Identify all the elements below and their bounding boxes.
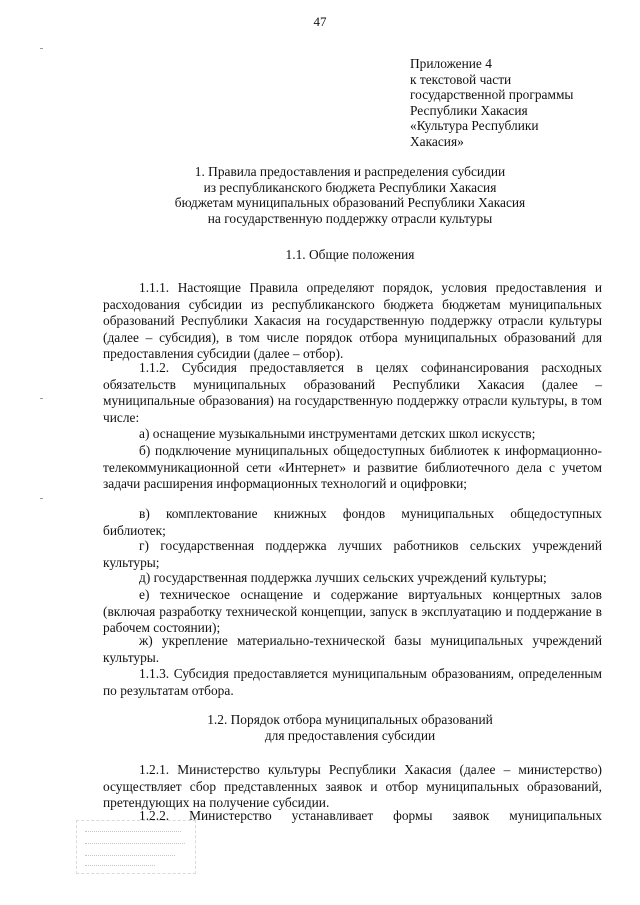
- list-item-v: [103, 506, 602, 539]
- section-heading-1-1: 1.1. Общие положения: [285, 247, 415, 262]
- list-item-text: б) подключение муниципальных общедоступных библиотек к информационно-телекоммуникационной сети «Интернет» и развитие библиотечного дела с учетом задачи расширения информационных технологий и оцифровки;: [103, 443, 602, 492]
- faded-stamp: [76, 820, 196, 874]
- list-item-e: [103, 587, 602, 637]
- list-item-g: [103, 538, 602, 571]
- appendix-line: Хакасия»: [410, 133, 464, 149]
- margin-mark: [40, 48, 43, 49]
- paragraph-1-1-2: [103, 360, 602, 426]
- page-number: 47: [313, 14, 327, 29]
- paragraph-text: 1.1.3. Субсидия предоставляется муниципальным образованиям, определенным по результатам отбора.: [103, 666, 602, 698]
- paragraph-1-1-3: [103, 666, 602, 699]
- title-line: для предоставления субсидии: [264, 727, 436, 743]
- appendix-line: к текстовой части: [410, 71, 512, 87]
- appendix-line: Приложение 4: [410, 56, 492, 71]
- list-item-text: а) оснащение музыкальными инструментами детских школ искусств;: [139, 426, 536, 441]
- paragraph-1-1-1: [103, 280, 602, 363]
- list-item-text: г) государственная поддержка лучших работников сельских учреждений культуры;: [103, 538, 602, 570]
- margin-mark: [40, 498, 43, 499]
- list-item-b: [103, 443, 602, 493]
- appendix-line: Республики Хакасия: [410, 102, 528, 118]
- list-item-d: [103, 570, 602, 587]
- appendix-line: «Культура Республики: [410, 118, 539, 134]
- paragraph-text: 1.2.2. Министерство устанавливает формы заявок муниципальных: [139, 808, 602, 823]
- paragraph-1-2-1: [103, 762, 602, 812]
- title-line: 1.2. Порядок отбора муниципальных образований: [207, 712, 493, 727]
- margin-mark: [40, 398, 43, 399]
- list-item-a: [103, 426, 602, 443]
- appendix-line: государственной программы: [410, 87, 574, 103]
- paragraph-text: 1.1.1. Настоящие Правила определяют порядок, условия предоставления и расходования субсидии из республиканского бюджета бюджетам муниципальных образований Республики Хакасия на государственную поддержку отрасли культуры (далее – субсидия), в том числе порядок отбора муниципальных образований для предоставления субсидии (далее – отбор).: [103, 280, 602, 362]
- title-line: на государственную поддержку отрасли культуры: [207, 210, 493, 226]
- title-line: бюджетам муниципальных образований Республики Хакасия: [174, 195, 526, 211]
- appendix-note: [410, 56, 625, 150]
- list-item-text: ж) укрепление материально-технической базы муниципальных учреждений культуры.: [103, 633, 602, 665]
- paragraph-text: 1.2.1. Министерство культуры Республики Хакасия (далее – министерство) осуществляет сбор представленных заявок и отбор муниципальных образований, претендующих на получение субсидии.: [103, 762, 602, 811]
- title-line: из республиканского бюджета Республики Хакасия: [203, 179, 497, 195]
- document-title: [100, 164, 600, 226]
- list-item-zh: [103, 633, 602, 666]
- list-item-text: д) государственная поддержка лучших сельских учреждений культуры;: [139, 570, 547, 585]
- title-line: 1. Правила предоставления и распределения субсидии: [194, 164, 506, 179]
- section-title-1-2: [100, 712, 600, 743]
- paragraph-text: 1.1.2. Субсидия предоставляется в целях софинансирования расходных обязательств муниципальных образований Республики Хакасия (далее – муниципальные образования) на государственную поддержку отрасли культуры, в том числе:: [103, 360, 602, 425]
- list-item-text: в) комплектование книжных фондов муниципальных общедоступных библиотек;: [103, 506, 602, 538]
- list-item-text: е) техническое оснащение и содержание виртуальных концертных залов (включая разработку технической концепции, запуск в эксплуатацию и поддержание в рабочем состоянии);: [103, 587, 602, 636]
